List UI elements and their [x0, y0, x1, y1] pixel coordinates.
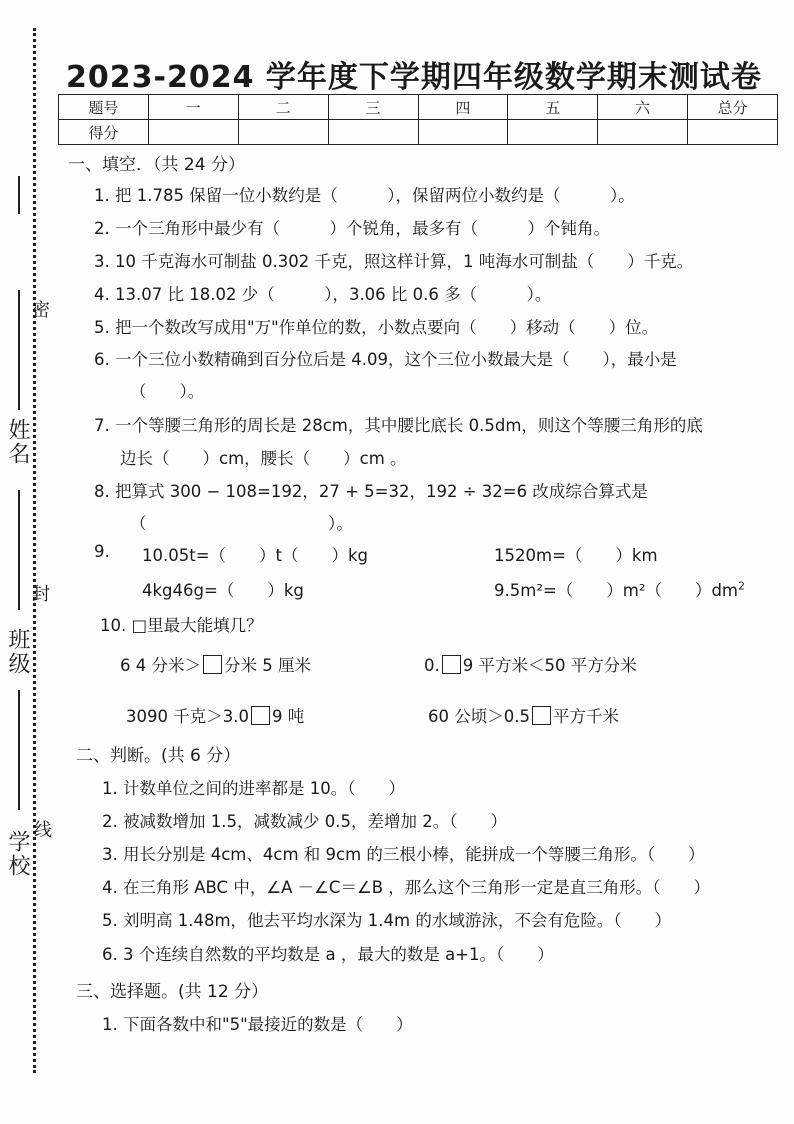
seal-char-feng: 封: [32, 584, 50, 605]
binding-rule-4: [18, 690, 20, 810]
question-1-10a-post: 分米 5 厘米: [224, 656, 311, 675]
score-row-label: 得分: [59, 120, 149, 145]
page-title: 2023-2024 学年度下学期四年级数学期末测试卷: [66, 60, 762, 95]
answer-box[interactable]: [532, 706, 551, 725]
judgement-item-5: 5. 刘明高 1.48m，他去平均水深为 1.4m 的水域游泳，不会有危险。（ ）: [102, 911, 672, 930]
question-1-10a-pre: 6 4 分米＞: [120, 656, 201, 675]
seal-char-xian: 线: [34, 820, 52, 841]
judgement-item-4: 4. 在三角形 ABC 中，∠A －∠C＝∠B ，那么这个三角形一定是直三角形。（ ）: [102, 878, 711, 897]
choice-question-1: 1. 下面各数中和"5"最接近的数是（ ）: [102, 1015, 413, 1034]
judgement-item-3: 3. 用长分别是 4cm、4cm 和 9cm 的三根小棒，能拼成一个等腰三角形。（ ）: [102, 845, 705, 864]
binding-rule-3: [18, 490, 20, 610]
dotted-binding-line: [33, 28, 36, 1073]
score-input-cell[interactable]: [328, 120, 418, 145]
school-label: 学校: [5, 830, 30, 878]
question-1-6-line1: 6. 一个三位小数精确到百分位后是 4.09，这个三位小数最大是（ ），最小是: [94, 350, 677, 369]
judgement-item-2: 2. 被减数增加 1.5，减数减少 0.5，差增加 2。（ ）: [102, 812, 507, 831]
question-1-10c: [126, 703, 304, 727]
section-3-heading: 三、选择题。(共 12 分）: [76, 982, 269, 1002]
question-1-7-line2: 边长（ ）cm，腰长（ ）cm 。: [120, 449, 407, 468]
score-header-cell: 五: [508, 95, 598, 120]
section-2-heading: 二、判断。(共 6 分）: [76, 746, 241, 766]
question-1-9d: [494, 577, 745, 601]
question-1-10a: [120, 652, 311, 676]
score-input-cell[interactable]: [148, 120, 238, 145]
binding-rule-2: [18, 290, 20, 410]
score-header-cell: 四: [418, 95, 508, 120]
question-1-10d: [428, 703, 619, 727]
question-1-7-line1: 7. 一个等腰三角形的周长是 28cm，其中腰比底长 0.5dm，则这个等腰三角形的底: [94, 416, 703, 435]
score-table-score-row: [59, 120, 778, 145]
judgement-item-1: 1. 计数单位之间的进率都是 10。（ ）: [102, 779, 405, 798]
question-1-2: 2. 一个三角形中最少有（ ）个锐角，最多有（ ）个钝角。: [94, 219, 610, 238]
question-1-4: 4. 13.07 比 18.02 少（ ），3.06 比 0.6 多（ ）。: [94, 285, 552, 304]
question-1-9c: 4kg46g=（ ）kg: [142, 581, 304, 600]
question-1-10b-pre: 0.: [424, 656, 440, 675]
question-1-10d-pre: 60 公顷＞0.5: [428, 707, 530, 726]
question-1-10c-post: 9 吨: [271, 707, 305, 726]
question-1-8-line1: 8. 把算式 300 − 108=192，27 + 5=32，192 ÷ 32=6 改成综合算式是: [94, 482, 648, 501]
score-header-cell: 六: [598, 95, 688, 120]
answer-box[interactable]: [251, 706, 270, 725]
score-header-cell: 三: [328, 95, 418, 120]
question-1-10b-post: 9 平方米＜50 平方分米: [462, 656, 637, 675]
score-header-cell: 题号: [59, 95, 149, 120]
question-1-10d-post: 平方千米: [552, 707, 619, 726]
score-input-cell[interactable]: [688, 120, 778, 145]
question-1-10c-pre: 3090 千克＞3.0: [126, 707, 249, 726]
question-1-1: 1. 把 1.785 保留一位小数约是（ ），保留两位小数约是（ ）。: [94, 186, 635, 205]
seal-char-mi: 密: [32, 300, 50, 321]
question-1-9d-text: 9.5m²=（ ）m²（ ）dm: [494, 581, 738, 600]
score-input-cell[interactable]: [508, 120, 598, 145]
score-input-cell[interactable]: [418, 120, 508, 145]
question-1-10b: [424, 652, 637, 676]
section-1-heading: 一、填空．（共 24 分）: [68, 155, 245, 175]
score-input-cell[interactable]: [238, 120, 328, 145]
class-label: 班级: [5, 628, 30, 676]
score-table: [58, 94, 778, 145]
judgement-item-6: 6. 3 个连续自然数的平均数是 a ，最大的数是 a+1。（ ）: [102, 945, 554, 964]
question-1-8-line2: （ ）。: [130, 514, 353, 533]
binding-rule-1: [18, 176, 20, 214]
score-table-header-row: [59, 95, 778, 120]
question-1-9-label: 9.: [94, 542, 110, 561]
question-1-6-line2: （ ）。: [130, 382, 205, 401]
question-1-3: 3. 10 千克海水可制盐 0.302 千克，照这样计算，1 吨海水可制盐（ ）千克。: [94, 252, 694, 271]
score-header-cell: 一: [148, 95, 238, 120]
question-1-9b: 1520m=（ ）km: [494, 546, 658, 565]
score-header-cell: 二: [238, 95, 328, 120]
answer-box[interactable]: [442, 655, 461, 674]
score-input-cell[interactable]: [598, 120, 688, 145]
question-1-9d-superscript: 2: [738, 579, 745, 593]
name-label: 姓名: [5, 418, 30, 466]
question-1-5: 5. 把一个数改写成用"万"作单位的数，小数点要向（ ）移动（ ）位。: [94, 318, 659, 337]
score-header-cell: 总分: [688, 95, 778, 120]
question-1-9a: 10.05t=（ ）t（ ）kg: [142, 546, 369, 565]
question-1-10: 10. □里最大能填几？: [100, 616, 263, 635]
answer-box[interactable]: [203, 655, 222, 674]
